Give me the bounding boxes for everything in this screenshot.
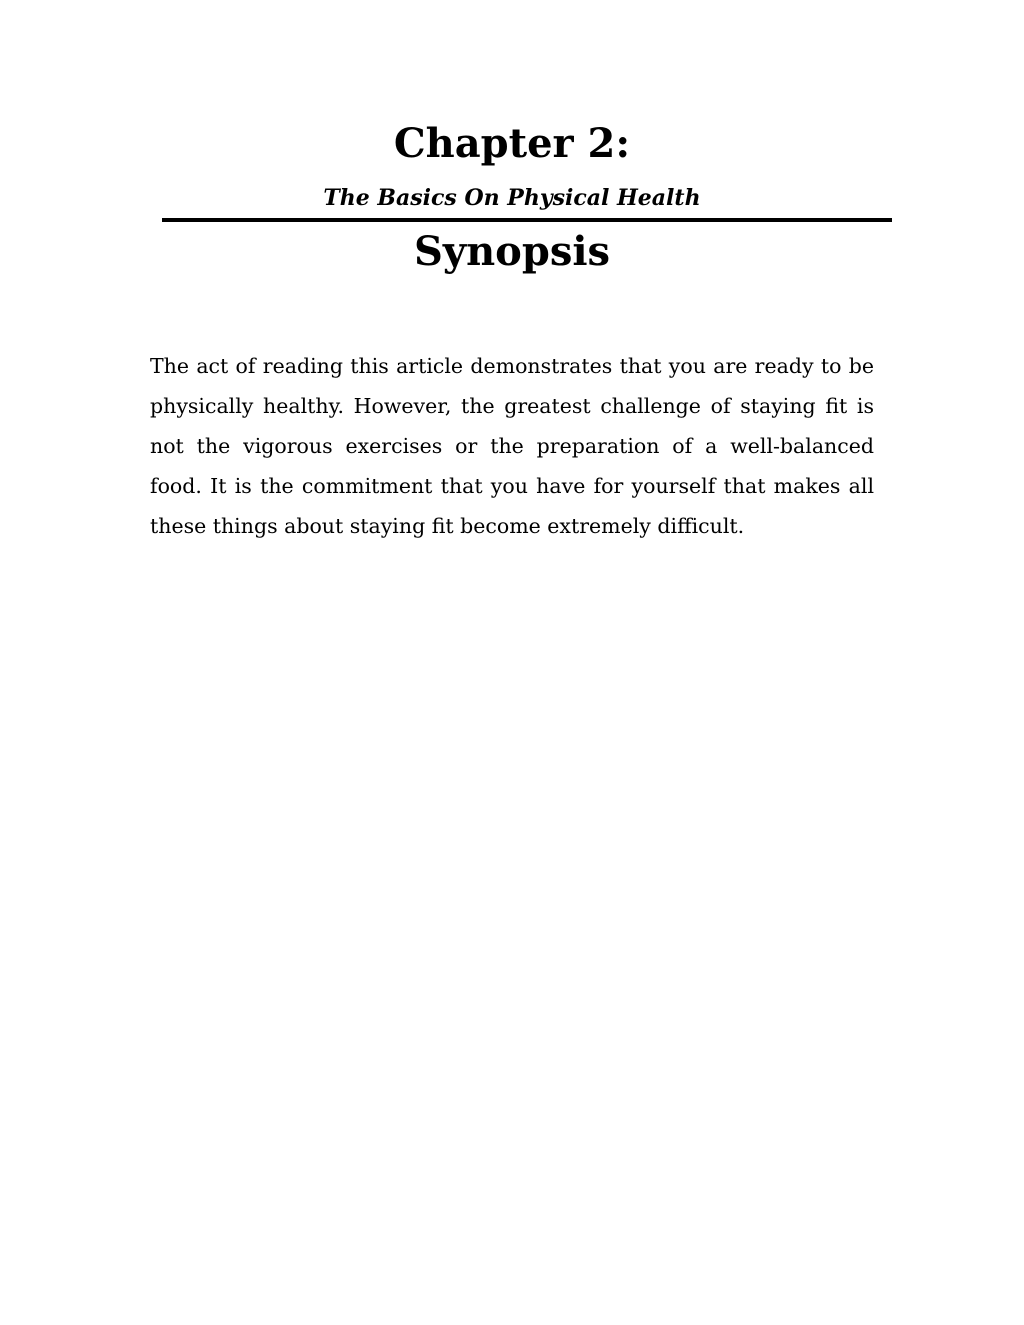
chapter-subtitle: The Basics On Physical Health <box>323 185 701 211</box>
heading-divider <box>162 218 892 222</box>
synopsis-heading: Synopsis <box>413 228 611 275</box>
body-paragraph: The act of reading this article demonstrates that you are ready to be physically healthy. However, the greatest challenge of staying fit is not the vigorous exercises or the preparation of a well-balanced food. It is the commitment that you have for yourself that makes all these things about staying fit become extremely difficult. <box>150 354 874 538</box>
chapter-heading: Chapter 2: <box>393 120 631 167</box>
